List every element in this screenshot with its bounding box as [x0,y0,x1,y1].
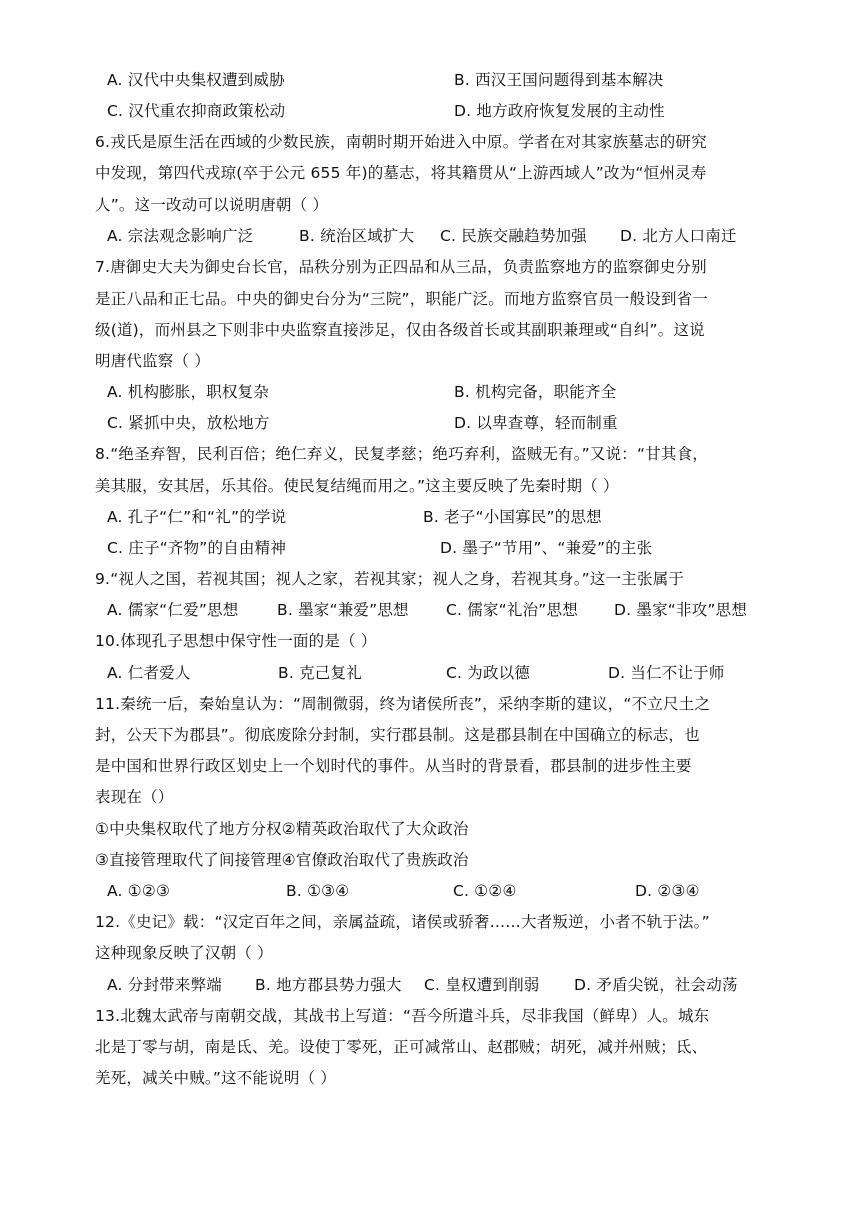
q8-option-a[interactable]: A. 孔子“仁”和“礼”的学说 [107,508,287,526]
q11-stem-line-1: 11.秦统一后，秦始皇认为：“周制微弱，终为诸侯所丧”，采纳李斯的建议，“不立尺土之 [95,695,711,713]
q5-option-c[interactable]: C. 汉代重农抑商政策松动 [107,102,286,120]
q7-option-d[interactable]: D. 以卑查尊，轻而制重 [454,414,618,432]
q6-option-b[interactable]: B. 统治区域扩大 [299,227,415,245]
q12-option-a[interactable]: A. 分封带来弊端 [107,976,222,994]
q10-option-b[interactable]: B. 克己复礼 [278,664,362,682]
q11-option-a[interactable]: A. ①②③ [107,882,171,900]
q6-stem-line-1: 6.戎氏是原生活在西域的少数民族，南朝时期开始进入中原。学者在对其家族墓志的研究 [95,133,707,151]
q8-stem-line-2: 美其服，安其居，乐其俗。使民复结绳而用之。”这主要反映了先秦时期（ ） [95,477,619,495]
q11-statement-line-1: ①中央集权取代了地方分权②精英政治取代了大众政治 [95,820,469,838]
q9-option-b[interactable]: B. 墨家“兼爱”思想 [277,601,409,619]
q8-option-d[interactable]: D. 墨子“节用”、“兼爱”的主张 [440,539,653,557]
q12-option-b[interactable]: B. 地方郡县势力强大 [255,976,402,994]
q13-stem-line-1: 13.北魏太武帝与南朝交战，其战书上写道：“吾今所遣斗兵，尽非我国（鲜卑）人。城东 [95,1007,710,1025]
q6-option-d[interactable]: D. 北方人口南迁 [620,227,737,245]
q8-option-b[interactable]: B. 老子“小国寡民”的思想 [423,508,602,526]
q7-stem-line-1: 7.唐御史大夫为御史台长官，品秩分别为正四品和从三品，负责监察地方的监察御史分别 [95,258,707,276]
q9-option-d[interactable]: D. 墨家“非攻”思想 [614,601,748,619]
q12-option-d[interactable]: D. 矛盾尖锐，社会动荡 [574,976,738,994]
q9-stem-line-1: 9.“视人之国，若视其国；视人之家，若视其家；视人之身，若视其身。”这一主张属于 [95,570,685,588]
q7-stem-line-2: 是正八品和正七品。中央的御史台分为“三院”，职能广泛。而地方监察官员一般设到省一 [95,290,709,308]
q6-stem-line-3: 人”。这一改动可以说明唐朝（ ） [95,196,329,214]
q12-stem-line-1: 12.《史记》载：“汉定百年之间，亲属益疏，诸侯或骄奢……大者叛逆，小者不轨于法。” [95,913,710,931]
q11-stem-line-3: 是中国和世界行政区划史上一个划时代的事件。从当时的背景看，郡县制的进步性主要 [95,757,692,775]
q6-stem-line-2: 中发现，第四代戎琼(卒于公元 655 年)的墓志，将其籍贯从“上游西域人”改为“恒州灵寿 [95,164,707,182]
q7-option-b[interactable]: B. 机构完备，职能齐全 [454,383,617,401]
q7-stem-line-3: 级(道)，而州县之下则非中央监察直接涉足，仅由各级首长或其副职兼理或“自纠”。这说 [95,321,705,339]
q7-stem-line-4: 明唐代监察（ ） [95,352,211,370]
q5-option-d[interactable]: D. 地方政府恢复发展的主动性 [454,102,665,120]
q6-option-c[interactable]: C. 民族交融趋势加强 [440,227,587,245]
q8-stem-line-1: 8.“绝圣弃智，民利百倍；绝仁弃义，民复孝慈；绝巧弃利，盗贼无有。”又说：“甘其食， [95,445,709,463]
q13-stem-line-3: 羌死，减关中贼。”这不能说明（ ） [95,1069,337,1087]
q6-option-a[interactable]: A. 宗法观念影响广泛 [107,227,254,245]
q7-option-c[interactable]: C. 紧抓中央，放松地方 [107,414,270,432]
q11-option-b[interactable]: B. ①③④ [286,882,350,900]
q11-option-c[interactable]: C. ①②④ [453,882,517,900]
q13-stem-line-2: 北是丁零与胡，南是氐、羌。设使丁零死，正可减常山、赵郡贼；胡死，减并州贼；氐、 [95,1038,708,1056]
q7-option-a[interactable]: A. 机构膨胀，职权复杂 [107,383,270,401]
q10-option-c[interactable]: C. 为政以德 [446,664,531,682]
q12-option-c[interactable]: C. 皇权遭到削弱 [424,976,540,994]
q5-option-a[interactable]: A. 汉代中央集权遭到威胁 [107,71,285,89]
q11-option-d[interactable]: D. ②③④ [635,882,700,900]
q10-option-a[interactable]: A. 仁者爱人 [107,664,191,682]
q9-option-c[interactable]: C. 儒家“礼治”思想 [446,601,578,619]
q9-option-a[interactable]: A. 儒家“仁爱”思想 [107,601,239,619]
q12-stem-line-2: 这种现象反映了汉朝（ ） [95,944,273,962]
q11-statement-line-2: ③直接管理取代了间接管理④官僚政治取代了贵族政治 [95,851,469,869]
q10-option-d[interactable]: D. 当仁不让于师 [608,664,725,682]
q8-option-c[interactable]: C. 庄子“齐物”的自由精神 [107,539,287,557]
q10-stem-line-1: 10.体现孔子思想中保守性一面的是（ ） [95,632,377,650]
q5-option-b[interactable]: B. 西汉王国问题得到基本解决 [454,71,664,89]
q11-stem-line-4: 表现在（） [95,788,174,806]
q11-stem-line-2: 封，公天下为郡县”。彻底废除分封制，实行郡县制。这是郡县制在中国确立的标志，也 [95,726,700,744]
